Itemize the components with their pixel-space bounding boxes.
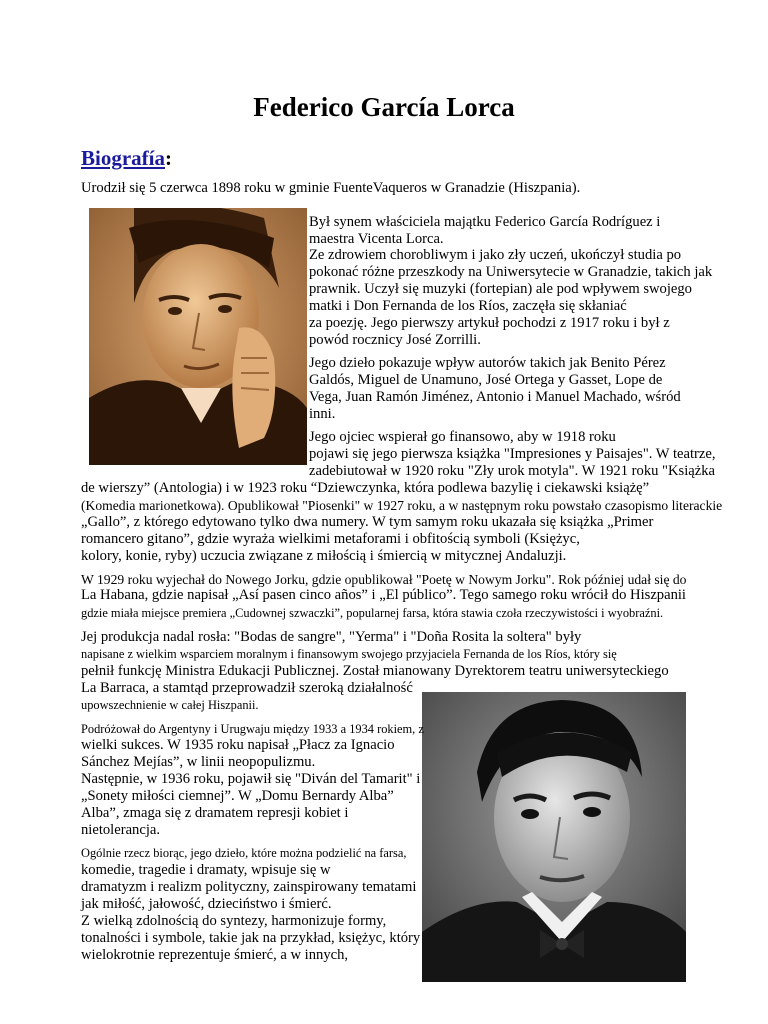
portrait-photo-sepia [89,208,307,465]
text-line: Alba”, zmaga się z dramatem represji kobiet i [81,805,349,821]
text-line: nietolerancja. [81,822,161,838]
text-line: pojawi się jego pierwsza książka "Impresiones y Paisajes". W teatrze, [309,446,716,462]
text-line: Urodził się 5 czerwca 1898 roku w gminie FuenteVaqueros w Granadzie (Hiszpania). [81,180,581,196]
text-line: „Gallo”, z którego edytowano tylko dwa numery. W tym samym roku ukazała się książka „Primer [81,514,654,530]
text-line: gdzie miała miejsce premiera „Cudownej szwaczki”, popularnej farsa, która stawia czoła rzeczywistości i wyobraźni. [81,606,664,620]
text-line: Jego ojciec wspierał go finansowo, aby w 1918 roku [309,429,616,445]
text-line: za poezję. Jego pierwszy artykuł pochodzi z 1917 roku i był z [309,315,670,331]
text-line: pełnił funkcję Ministra Edukacji Publicznej. Został mianowany Dyrektorem teatru uniwersyteckiego [81,663,669,679]
text-line: Galdós, Miguel de Unamuno, José Ortega y Gasset, Lope de [309,372,663,388]
text-line: powód rocznicy José Zorrilli. [309,332,481,348]
text-line: inni. [309,406,336,422]
text-line: maestra Vicenta Lorca. [309,231,444,247]
text-line: wielokrotnie reprezentuje śmierć, a w innych, [81,947,349,963]
text-line: W 1929 roku wyjechał do Nowego Jorku, gdzie opublikował "Poetę w Nowym Jorku". Rok później udał się do [81,572,687,587]
text-line: Był synem właściciela majątku Federico García Rodríguez i [309,214,661,230]
text-line: napisane z wielkim wsparciem moralnym i finansowym swojego przyjaciela Fernanda de los Ríos, który się [81,647,617,661]
page-title: Federico García Lorca [253,92,515,122]
text-line: jak miłość, jałowość, dzieciństwo i śmierć. [81,896,332,912]
text-line: prawnik. Uczył się muzyki (fortepian) ale pod wpływem swojego [309,281,692,297]
text-line: Jej produkcja nadal rosła: "Bodas de sangre", "Yerma" i "Doña Rosita la soltera" były [81,629,582,645]
text-line: La Habana, gdzie napisał „Así pasen cinco años” i „El público”. Tego samego roku wrócił do Hiszpanii [81,587,686,603]
text-line: zadebiutował w 1920 roku "Zły urok motyla". W 1921 roku "Książka [309,463,716,479]
text-line: Z wielką zdolnością do syntezy, harmonizuje formy, [81,913,387,929]
text-line: de wierszy” (Antologia) i w 1923 roku “Dziewczynka, która podlewa bazylię i ciekawski książę” [81,480,650,496]
text-line: Ze zdrowiem chorobliwym i jako zły uczeń, ukończył studia po [309,247,682,263]
text-line: kolory, konie, ryby) uczucia związane z miłością i śmiercią w mitycznej Andaluzji. [81,548,567,564]
text-line: wielki sukces. W 1935 roku napisał „Płacz za Ignacio [81,737,395,753]
text-line: dramatyzm i realizm polityczny, zainspirowany tematami [81,879,417,895]
text-line: Sánchez Mejías”, w linii neopopulizmu. [81,754,316,770]
text-line: matki i Don Fernanda de los Ríos, zaczęła się skłaniać [309,298,627,314]
biography-link[interactable]: Biografía [81,146,165,170]
text-line: (Komedia marionetkowa). Opublikował "Piosenki" w 1927 roku, a w następnym roku powstało czasopismo literackie [81,498,723,513]
text-line: Vega, Juan Ramón Jiménez, Antonio i Manuel Machado, wśród [309,389,681,405]
heading-colon: : [165,146,172,170]
text-line: pokonać różne przeszkody na Uniwersytecie w Granadzie, takich jak [309,264,713,280]
text-line: romancero gitano”, gdzie wyraża wielkimi metaforami i obfitością symboli (Księżyc, [81,531,580,547]
text-line: Jego dzieło pokazuje wpływ autorów takich jak Benito Pérez [309,355,666,371]
text-line: La Barraca, a stamtąd przeprowadził szeroką działalność [81,680,413,696]
text-line: Podróżował do Argentyny i Urugwaju między 1933 a 1934 rokiem, z [81,722,424,736]
text-line: „Sonety miłości ciemnej”. W „Domu Bernardy Alba” [81,788,394,804]
text-line: tonalności i symbole, takie jak na przykład, księżyc, który [81,930,421,946]
text-line: komedie, tragedie i dramaty, wpisuje się w [81,862,331,878]
text-line: Następnie, w 1936 roku, pojawił się "Diván del Tamarit" i [81,771,421,787]
section-heading [81,146,172,171]
portrait-photo-bw [422,692,686,982]
text-line: upowszechnienie w całej Hiszpanii. [81,698,259,712]
text-line: Ogólnie rzecz biorąc, jego dzieło, które można podzielić na farsa, [81,846,407,860]
